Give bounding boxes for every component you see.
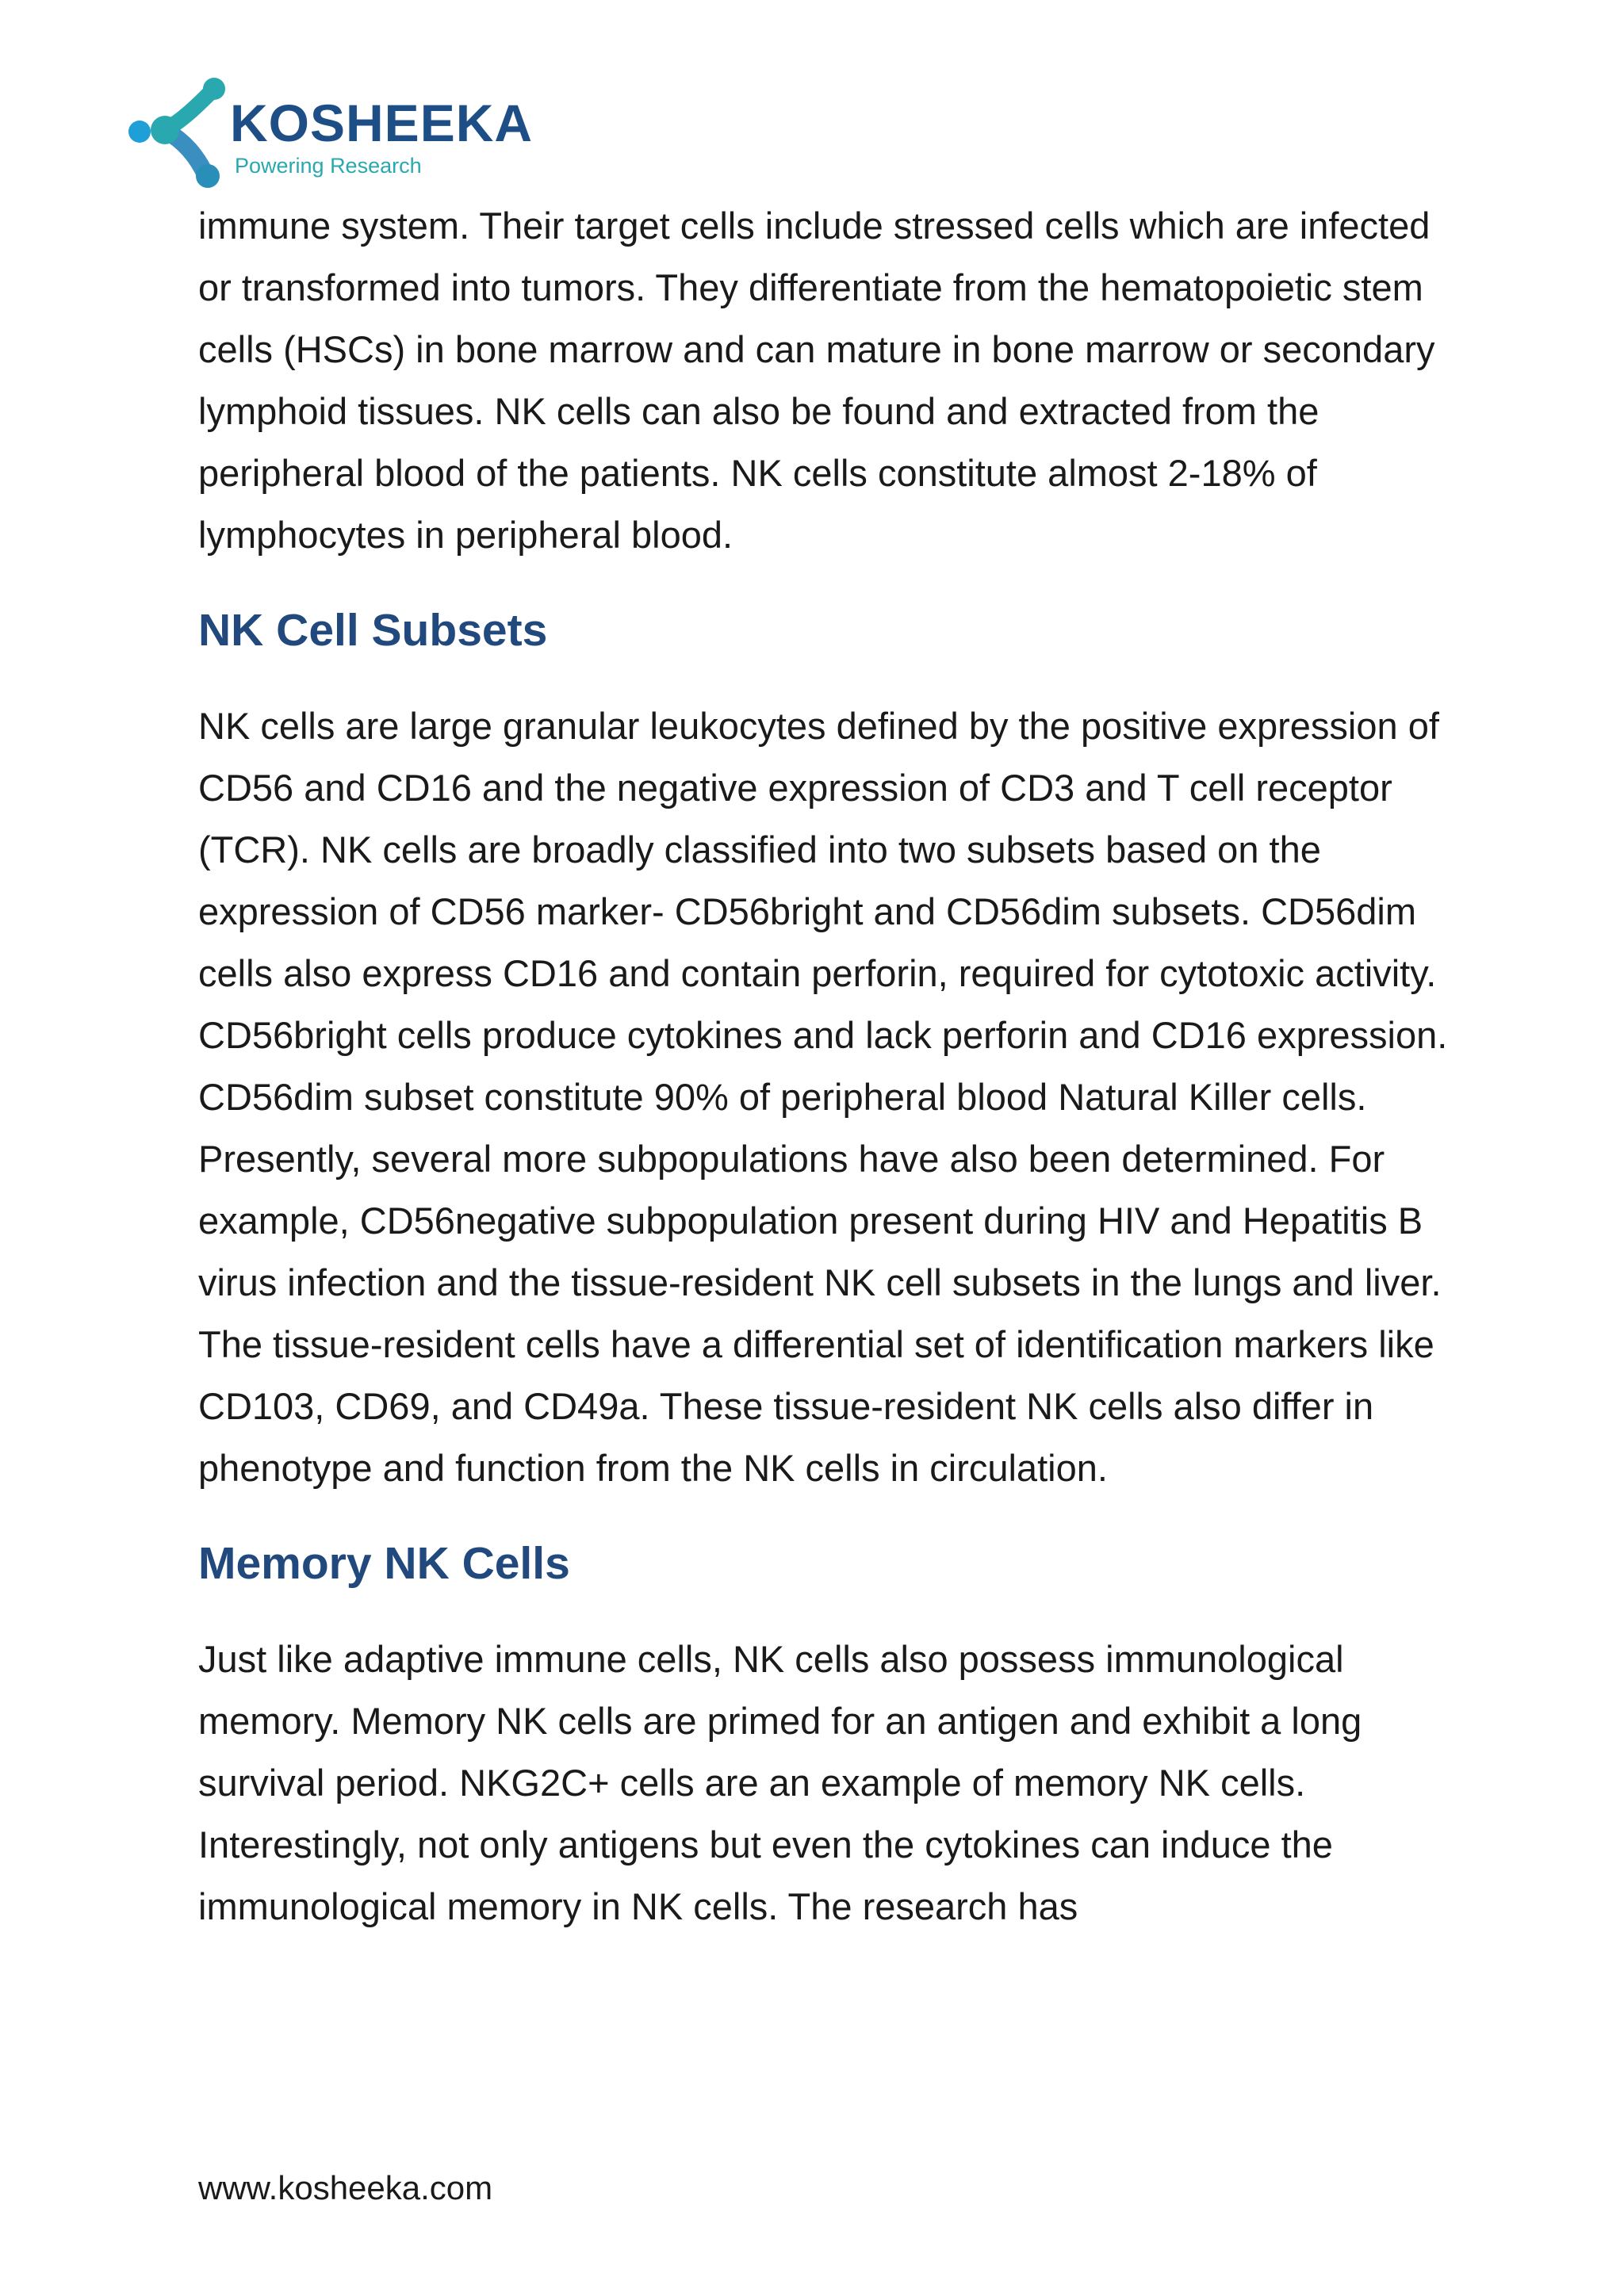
memory-paragraph: Just like adaptive immune cells, NK cells also possess immunological memory. Memory NK cells are primed for an antigen and exhibit a long survival period. NKG2C+ cells are an example of memory NK cells. Interestingly, not only antigens but even the cytokines can induce the immunological memory in NK cells. The research has [198, 1638, 1362, 1927]
logo-tagline: Powering Research [235, 154, 422, 178]
kosheeka-logo [127, 73, 571, 192]
subsets-paragraph: NK cells are large granular leukocytes defined by the positive expression of CD56 and CD16 and the negative expression of CD3 and T cell receptor (TCR). NK cells are broadly classified into two subsets based on the expression of CD56 marker- CD56bright and CD56dim subsets. CD56dim cells also express CD16 and contain perforin, required for cytotoxic activity. CD56bright cells produce cytokines and lack perforin and CD16 expression. CD56dim subset constitute 90% of peripheral blood Natural Killer cells. Presently, several more subpopulations have also been determined. For example, CD56negative subpopulation present during HIV and Hepatitis B virus infection and the tissue-resident NK cell subsets in the lungs and liver. The tissue-resident cells have a differential set of identification markers like CD103, CD69, and CD49a. These tissue-resident NK cells also differ in phenotype and function from the NK cells in circulation. [198, 705, 1448, 1489]
heading-nk-cell-subsets: NK Cell Subsets [198, 605, 548, 656]
heading-memory-nk-cells: Memory NK Cells [198, 1538, 570, 1589]
footer-website-link[interactable]: www.kosheeka.com [198, 2169, 493, 2206]
logo-wordmark: KOSHEEKA [230, 94, 534, 152]
document-body [198, 195, 1451, 1938]
molecule-logo-icon [127, 73, 238, 192]
intro-paragraph: immune system. Their target cells include stressed cells which are infected or transformed into tumors. They differentiate from the hematopoietic stem cells (HSCs) in bone marrow and can mature in bone marrow or secondary lymphoid tissues. NK cells can also be found and extracted from the peripheral blood of the patients. NK cells constitute almost 2-18% of lymphocytes in peripheral blood. [198, 205, 1435, 556]
